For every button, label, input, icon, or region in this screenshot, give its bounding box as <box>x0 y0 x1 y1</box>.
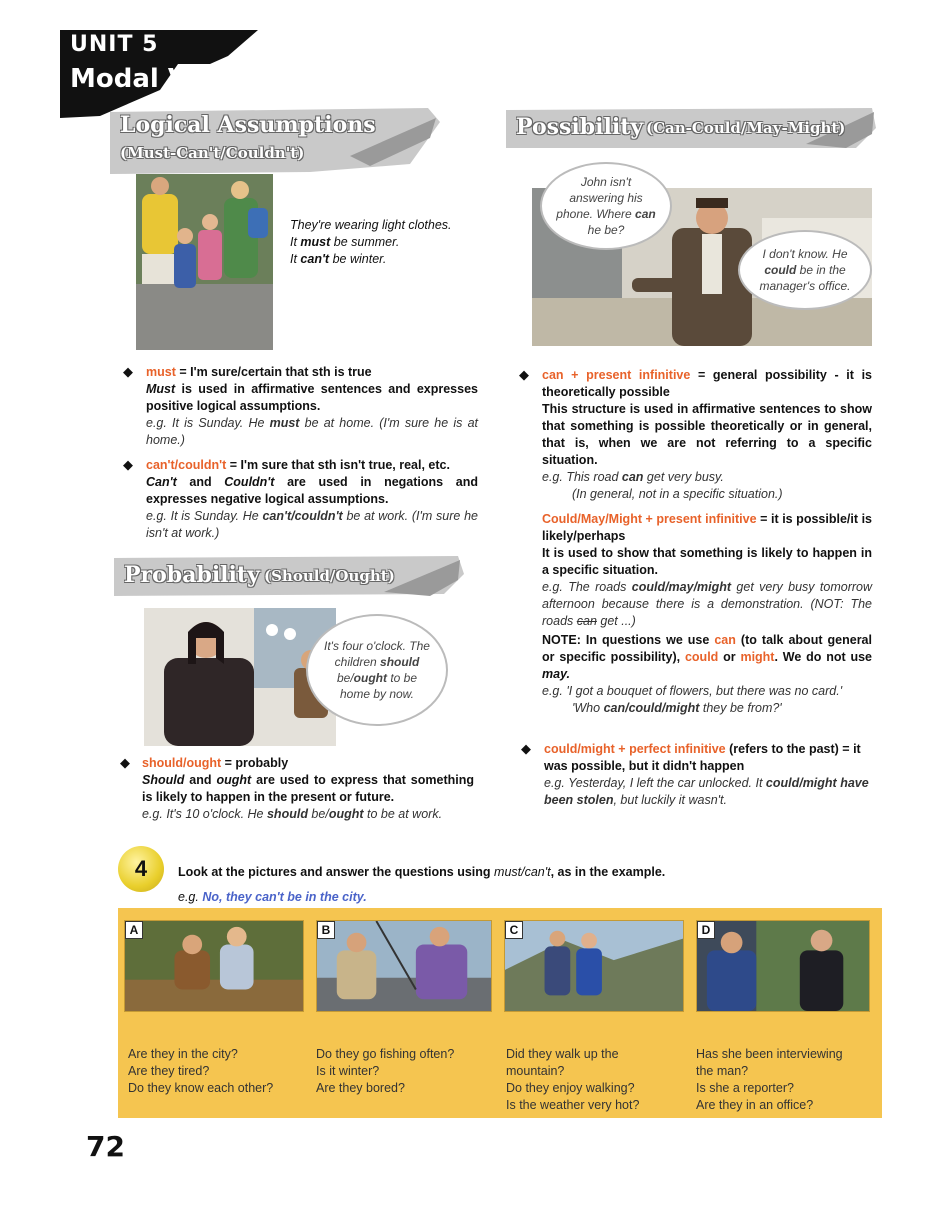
cant-block: can't/couldn't = I'm sure that sth isn't true, real, etc. Can't and Couldn't are used in negations and expresses negative logical assumptions. e.g. It is Sunday. He can't/couldn't be at work. (I'm sure he isn't at work.) <box>146 458 478 540</box>
question: Are they tired? <box>128 1064 210 1078</box>
section-title: Logical Assumptions <box>120 112 376 138</box>
should-block: should/ought = probably Should and ought are used to express that something is likely to happen in the present or future. e.g. It's 10 o'clock. He should be/ought to be at work. <box>142 756 474 821</box>
bullet-diamond-icon: ◆ <box>123 364 133 379</box>
panel-letter: D <box>697 921 715 939</box>
banner-probability <box>114 556 464 598</box>
questions-b <box>316 1046 454 1097</box>
question: Are they in an office? <box>696 1098 814 1112</box>
exercise-image-a <box>124 920 304 1012</box>
banner-logical-assumptions <box>110 108 440 178</box>
panel-letter: A <box>125 921 143 939</box>
unit-header <box>60 30 260 118</box>
exercise-example: e.g. No, they can't be in the city. <box>178 890 367 904</box>
question: Is the weather very hot? <box>506 1098 640 1112</box>
section-subtitle: (Should/Ought) <box>264 567 395 585</box>
banner-possibility <box>506 108 876 150</box>
unit-title: Modal Verbs <box>70 64 252 94</box>
can-present-infinitive-block: can + present infinitive = general possibility - it is theoretically possible This structure is used in affirmative sentences to show that something is possible theoretically or in general, that is, when we are not referring to a specific situation. e.g. This road can get very busy. (In general, not in a specific situation.) <box>542 368 872 501</box>
bullet-diamond-icon: ◆ <box>521 741 531 756</box>
question: Do they know each other? <box>128 1081 274 1095</box>
question: Are they in the city? <box>128 1047 238 1061</box>
question: the man? <box>696 1064 749 1078</box>
family-photo <box>136 174 273 350</box>
page-number: 72 <box>86 1130 125 1163</box>
exercise-image-d <box>696 920 870 1012</box>
exercise-panel <box>118 908 882 1118</box>
questions-c <box>506 1046 639 1114</box>
must-block: must = I'm sure/certain that sth is true Must is used in affirmative sentences and expresses positive logical assumptions. e.g. It is Sunday. He must be at home. (I'm sure he is at home.) <box>146 365 478 447</box>
exercise-number-badge: 4 <box>118 846 164 892</box>
bullet-diamond-icon: ◆ <box>120 755 130 770</box>
section-title: Possibility <box>516 114 644 140</box>
section-title: Probability <box>124 562 260 588</box>
question: mountain? <box>506 1064 565 1078</box>
question: Do they enjoy walking? <box>506 1081 635 1095</box>
could-might-perfect-block: could/might + perfect infinitive (refers to the past) = it was possible, but it didn't happen e.g. Yesterday, I left the car unlocked. It could/might have been stolen, but luckily it wasn't. <box>544 742 869 807</box>
could-may-might-block: Could/May/Might + present infinitive = it is possible/it is likely/perhaps It is used to show that something is likely to happen in a specific situation. e.g. The roads could/may/might get very busy tomorrow afternoon because there is a demonstration. (NOT: The roads can get ...) <box>542 512 873 628</box>
unit-number: UNIT 5 <box>70 32 159 57</box>
section-subtitle: (Can-Could/May-Might) <box>646 119 846 137</box>
panel-letter: B <box>317 921 335 939</box>
family-caption <box>290 217 490 268</box>
caption-line: It can't be winter. <box>290 252 387 266</box>
question: Is it winter? <box>316 1064 380 1078</box>
question: Has she been interviewing <box>696 1047 843 1061</box>
note-block: NOTE: In questions we use can (to talk about general or specific possibility), could or might. We do not use may. e.g. 'I got a bouquet of flowers, but there was no card.' 'Who can/could/might they be from?' <box>542 633 872 715</box>
question: Is she a reporter? <box>696 1081 794 1095</box>
questions-d <box>696 1046 843 1114</box>
questions-a <box>128 1046 273 1097</box>
exercise-image-c <box>504 920 684 1012</box>
question: Are they bored? <box>316 1081 405 1095</box>
bullet-diamond-icon: ◆ <box>123 457 133 472</box>
question: Did they walk up the <box>506 1047 619 1061</box>
panel-letter: C <box>505 921 523 939</box>
speech-bubble-children: It's four o'clock. The children should be/ought to be home by now. <box>306 614 448 726</box>
caption-line: It must be summer. <box>290 235 400 249</box>
section-subtitle: (Must-Can't/Couldn't) <box>120 144 305 162</box>
speech-bubble-manager: I don't know. He could be in the manager's office. <box>738 230 872 310</box>
exercise-instruction: Look at the pictures and answer the questions using must/can't, as in the example. <box>178 865 666 879</box>
exercise-image-b <box>316 920 492 1012</box>
speech-bubble-john: John isn't answering his phone. Where can he be? <box>540 162 672 250</box>
question: Do they go fishing often? <box>316 1047 455 1061</box>
bullet-diamond-icon: ◆ <box>519 367 529 382</box>
caption-line: They're wearing light clothes. <box>290 218 452 232</box>
